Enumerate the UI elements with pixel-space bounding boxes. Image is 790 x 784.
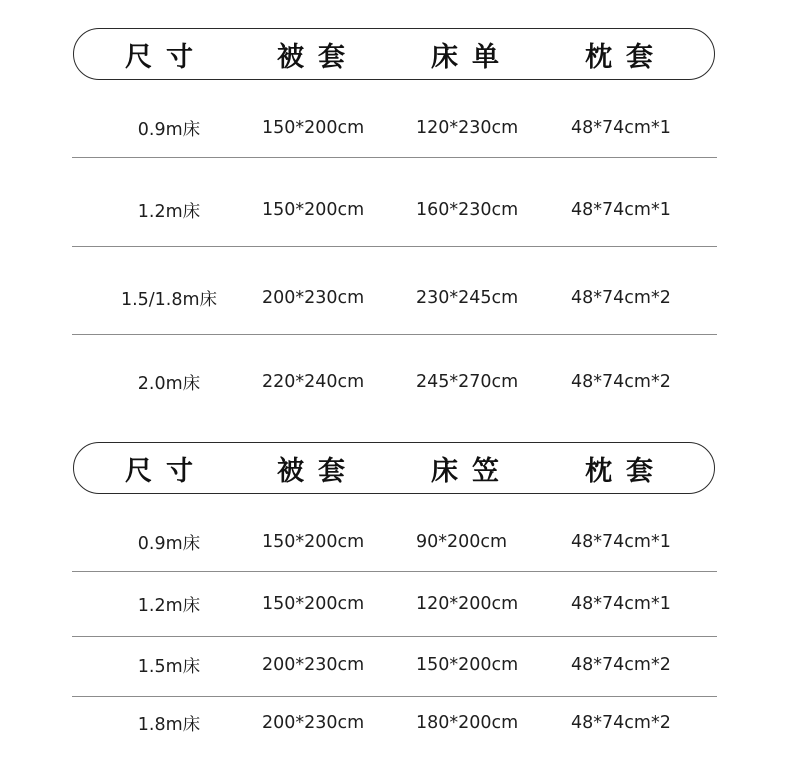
duvet-cover-size-cell: 150*200cm — [262, 118, 365, 138]
fitted-sheet-size-cell: 90*200cm — [416, 532, 508, 552]
bed-size-cell: 1.8m床 — [137, 714, 201, 735]
sheet-size-cell: 120*230cm — [416, 118, 519, 138]
table-row — [0, 352, 790, 412]
sheet-size-cell: 160*230cm — [416, 200, 519, 220]
duvet-cover-size-cell: 200*230cm — [262, 713, 365, 733]
table-header-bar — [73, 442, 715, 494]
pillowcase-size-cell: 48*74cm*1 — [571, 118, 671, 138]
pillowcase-size-cell: 48*74cm*2 — [571, 288, 671, 308]
pillowcase-size-cell: 48*74cm*1 — [571, 594, 671, 614]
bed-size-cell: 1.2m床 — [137, 201, 201, 222]
header-size: 尺寸 — [125, 41, 207, 73]
table-row — [0, 514, 790, 570]
header-bed-sheet: 床单 — [431, 41, 513, 73]
duvet-cover-size-cell: 150*200cm — [262, 594, 365, 614]
header-duvet-cover: 被套 — [277, 41, 359, 73]
duvet-cover-size-cell: 150*200cm — [262, 200, 365, 220]
table-row — [0, 637, 790, 693]
sheet-size-cell: 230*245cm — [416, 288, 519, 308]
duvet-cover-size-cell: 200*230cm — [262, 655, 365, 675]
pillowcase-size-cell: 48*74cm*1 — [571, 200, 671, 220]
pillowcase-size-cell: 48*74cm*2 — [571, 655, 671, 675]
table-header-bar — [73, 28, 715, 80]
bed-size-cell: 0.9m床 — [137, 119, 201, 140]
row-divider — [72, 246, 717, 247]
pillowcase-size-cell: 48*74cm*2 — [571, 372, 671, 392]
bed-size-cell: 1.5/1.8m床 — [120, 289, 218, 310]
sheet-size-cell: 245*270cm — [416, 372, 519, 392]
duvet-cover-size-cell: 200*230cm — [262, 288, 365, 308]
table-row — [0, 98, 790, 158]
table-row — [0, 268, 790, 328]
pillowcase-size-cell: 48*74cm*1 — [571, 532, 671, 552]
bed-size-cell: 1.2m床 — [137, 595, 201, 616]
header-pillowcase: 枕套 — [585, 41, 667, 73]
table-row — [0, 695, 790, 751]
table-row — [0, 576, 790, 632]
bed-size-cell: 0.9m床 — [137, 533, 201, 554]
bed-size-cell: 2.0m床 — [137, 373, 201, 394]
row-divider — [72, 157, 717, 158]
row-divider — [72, 571, 717, 572]
header-size: 尺寸 — [125, 455, 207, 487]
bed-size-cell: 1.5m床 — [137, 656, 201, 677]
header-fitted-sheet: 床笠 — [431, 455, 513, 487]
fitted-sheet-size-cell: 120*200cm — [416, 594, 519, 614]
row-divider — [72, 334, 717, 335]
fitted-sheet-size-cell: 150*200cm — [416, 655, 519, 675]
fitted-sheet-size-cell: 180*200cm — [416, 713, 519, 733]
header-duvet-cover: 被套 — [277, 455, 359, 487]
table-row — [0, 180, 790, 240]
header-pillowcase: 枕套 — [585, 455, 667, 487]
duvet-cover-size-cell: 220*240cm — [262, 372, 365, 392]
duvet-cover-size-cell: 150*200cm — [262, 532, 365, 552]
pillowcase-size-cell: 48*74cm*2 — [571, 713, 671, 733]
